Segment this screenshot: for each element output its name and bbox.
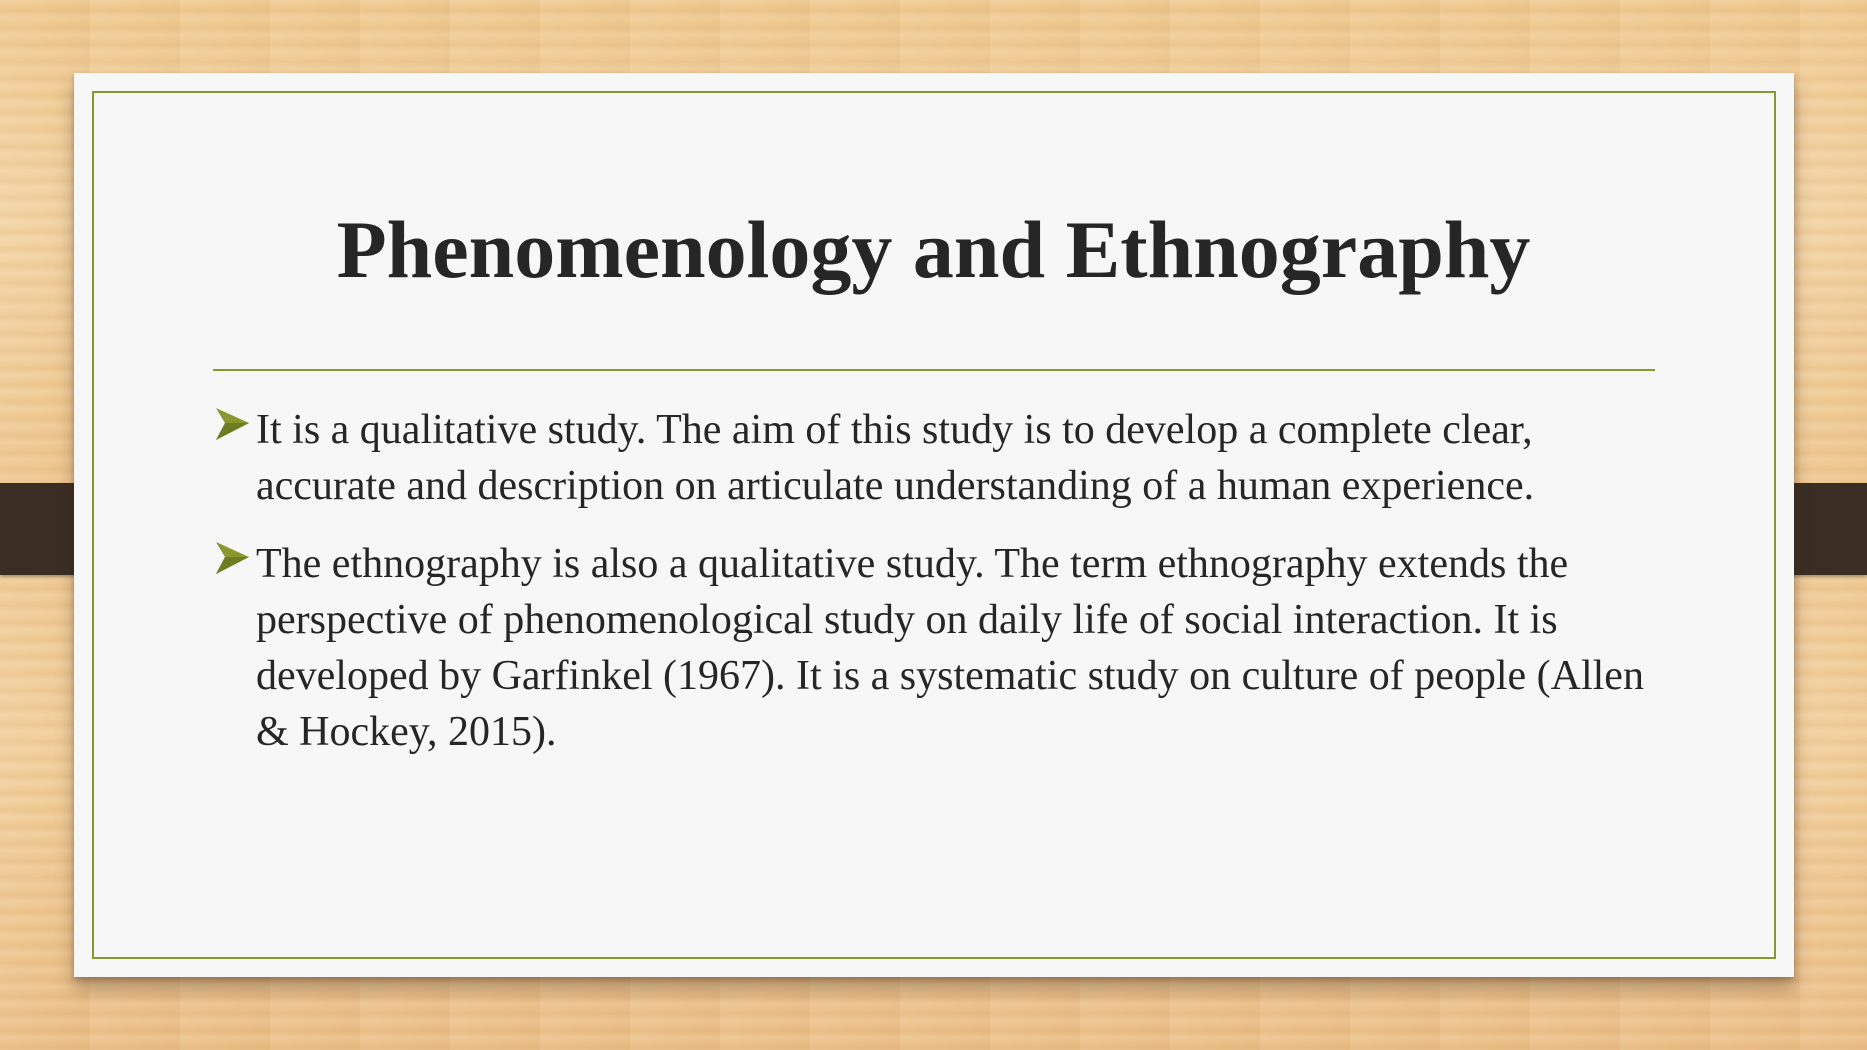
bullet-item — [216, 536, 1676, 760]
bullet-text: It is a qualitative study. The aim of this study is to develop a complete clear, accurate and description on articulate understanding of a human experience. — [256, 407, 1535, 509]
bullet-text: The ethnography is also a qualitative study. The term ethnography extends the perspective of phenomenological study on daily life of social interaction. It is developed by Garfinkel (1967). It is a systematic study on culture of people (Allen & Hockey, 2015). — [256, 541, 1644, 755]
arrowhead-bullet-icon — [216, 540, 250, 576]
title-divider — [213, 369, 1655, 371]
bullet-item — [216, 402, 1676, 514]
slide-title: Phenomenology and Ethnography — [336, 204, 1531, 295]
bullet-list — [216, 402, 1676, 782]
arrowhead-bullet-icon — [216, 406, 250, 442]
